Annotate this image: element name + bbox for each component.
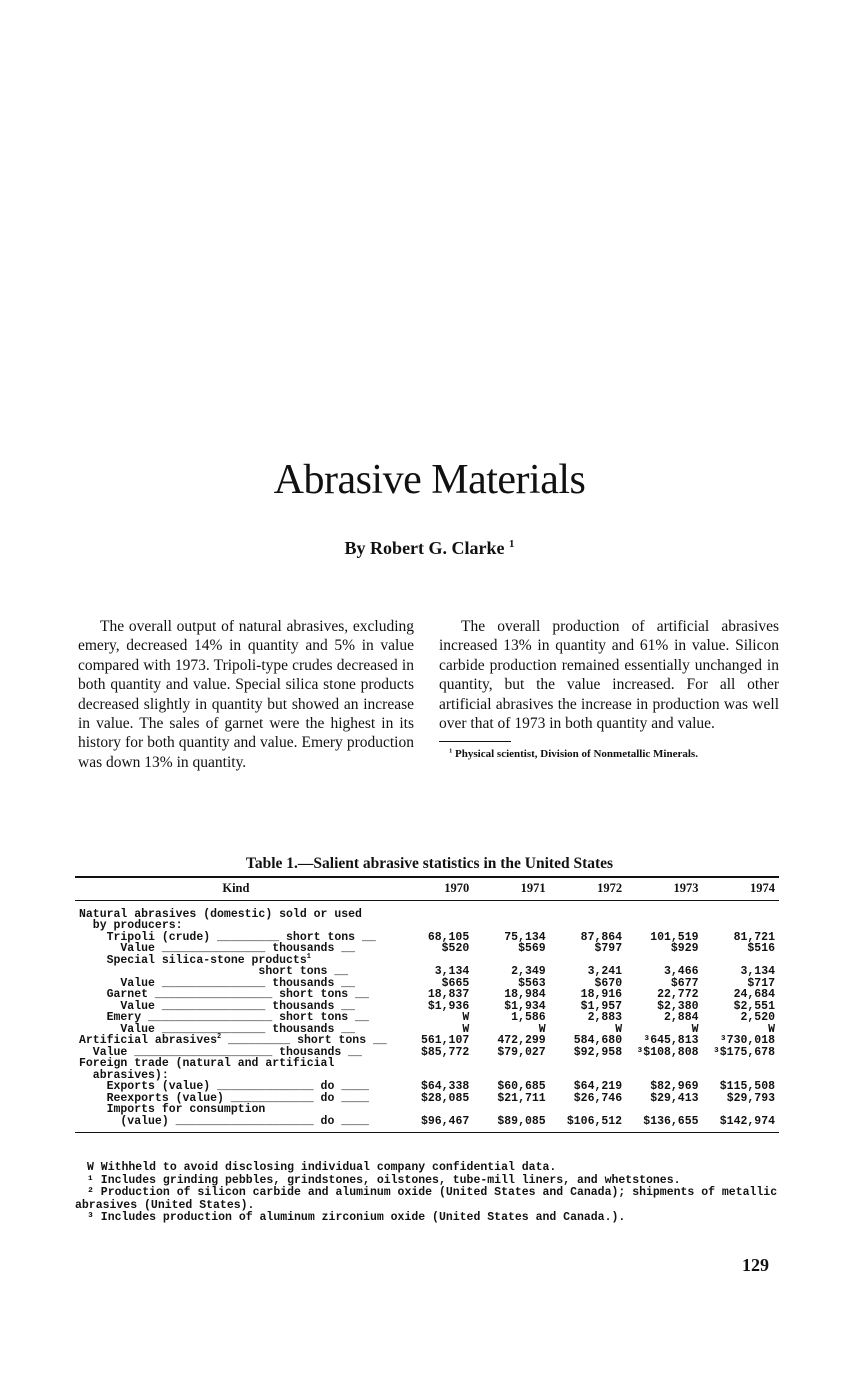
header-1971: 1971 [520,881,546,895]
table-cell: 68,105 [427,930,470,944]
table-cell: W [615,1022,623,1036]
table-cell: $677 [670,976,699,990]
row-label [75,900,397,920]
table-cell: ³645,813 [643,1034,699,1047]
table-cell: $26,746 [573,1091,623,1105]
table-cell: 561,107 [420,1034,470,1047]
table-cell: $1,957 [580,999,623,1013]
table-cell: 2,520 [740,1011,775,1024]
table-cell [703,900,779,920]
right-column [439,617,779,760]
table-cell: 1,586 [511,1011,546,1024]
table-cell [703,1058,779,1070]
row-label-text: Tripoli (crude) _________ short tons __ [79,930,376,944]
table-cell [473,1104,549,1116]
row-label-text: Special silica-stone products [79,953,307,967]
table-cell: $64,338 [420,1080,470,1093]
table-container [75,876,779,1133]
table-cell: W [462,1011,470,1024]
left-column [78,617,414,772]
table-cell: 584,680 [573,1034,623,1047]
table-cell [550,1104,626,1116]
table-cell [473,1058,549,1070]
table-cell [397,920,473,932]
table-cell: W [768,1022,775,1036]
table-cell: $797 [594,942,623,955]
table-cell: 472,299 [497,1034,546,1047]
table-cell: $89,085 [497,1114,546,1128]
table-cell: $929 [670,942,699,955]
table-cell [473,900,549,920]
table-cell: $82,969 [650,1080,699,1093]
table-cell [397,1104,473,1116]
table-cell: 22,772 [657,988,699,1001]
table-cell [626,920,702,932]
row-label-text: Exports (value) ______________ do ____ [79,1080,369,1093]
row-label [75,1116,397,1133]
row-label-text: Garnet _________________ short tons __ [79,988,369,1001]
table-cell: W [691,1022,699,1036]
table-cell [703,1104,779,1116]
table-cell: 3,241 [587,965,623,978]
table-cell: $21,711 [497,1091,546,1105]
table-cell: $64,219 [573,1080,623,1093]
table-cell: 18,984 [504,988,546,1001]
table-notes [75,1162,779,1225]
row-label-text: Natural abrasives (domestic) sold or used [79,907,362,921]
footnote-rule [439,741,511,742]
header-1972: 1972 [597,881,623,895]
table-cell: 3,466 [664,965,699,978]
table-cell: $1,936 [427,999,470,1013]
table-header-row [75,877,779,900]
table-cell [550,1058,626,1070]
table-note: ² Production of silicon carbide and aluminum oxide (United States and Canada); shipments of metallic abrasives (United States). [75,1186,778,1212]
row-label-text: Imports for consumption [79,1103,266,1116]
table-cell: 2,883 [587,1011,623,1024]
table-cell: $569 [518,942,546,955]
row-label-text: Emery __________________ short tons __ [79,1011,369,1024]
table-cell: $115,508 [719,1080,775,1093]
footnote-marker: 1 [509,538,515,550]
row-label-text: Reexports (value) ____________ do ____ [79,1091,369,1105]
table-cell: 87,864 [580,930,623,944]
table-cell: 24,684 [733,988,775,1001]
table-cell: ³730,018 [719,1034,775,1047]
table-cell [397,1058,473,1070]
page-title: Abrasive Materials [273,457,586,504]
table-cell: 75,134 [504,930,546,944]
byline [0,538,859,559]
table-note: ¹ Includes grinding pebbles, grindstones, oilstones, tube-mill liners, and whetstones. [87,1173,681,1187]
row-label-unit: _________ short tons __ [221,1034,387,1047]
table-cell: $106,512 [566,1114,623,1128]
table-cell: $520 [441,942,470,955]
right-paragraph: The overall production of artificial abrasives increased 13% in quantity and 61% in value. Silicon carbide production remained essentially unchanged in quantity, but the value increased. For all other artificial abrasives the increase in production was well over that of 1973 in both quantity and value. [439,618,779,733]
row-label-text: Foreign trade (natural and artificial [79,1057,335,1070]
table-row [75,1116,779,1133]
table-body [75,900,779,1133]
table-cell: $29,413 [650,1091,699,1105]
header-1970: 1970 [444,881,470,895]
table-cell: $563 [518,976,546,990]
table-cell [550,920,626,932]
table-cell: $142,974 [719,1114,775,1128]
row-label-text: by producers: [79,919,183,932]
footnote-marker: 2 [217,1033,222,1042]
table-cell: W [462,1022,470,1036]
table-cell: $136,655 [643,1114,699,1128]
table-cell: $79,027 [497,1045,546,1059]
row-label-text: short tons __ [79,965,349,978]
table-cell: 2,349 [511,965,546,978]
page-number: 129 [742,1255,769,1275]
table-cell: ³$175,678 [712,1045,775,1059]
table-note: ³ Includes production of aluminum zirconium oxide (United States and Canada.). [87,1211,626,1224]
table-cell: W [538,1022,546,1036]
row-label-text: (value) ____________________ do ____ [79,1114,369,1128]
table-cell: 101,519 [650,930,699,944]
footnote-marker: 1 [306,952,311,961]
table-cell [626,1104,702,1116]
table-cell [703,920,779,932]
table-row [75,1058,779,1070]
table-cell: 18,916 [580,988,623,1001]
author-name: By Robert G. Clarke [344,538,505,558]
row-label-text: abrasives): [79,1068,169,1082]
table-cell: 18,837 [427,988,470,1001]
row-label-text: Value _______________ thousands __ [79,976,356,990]
author-footnote [439,748,779,760]
table-cell: $665 [441,976,470,990]
table-cell: $85,772 [420,1045,470,1059]
table-cell: $96,467 [420,1114,470,1128]
table-cell: $2,551 [733,999,775,1013]
row-label-text: Value _______________ thousands __ [79,1022,356,1036]
table-cell [626,900,702,920]
table-cell: $28,085 [420,1091,470,1105]
table-cell: 2,884 [664,1011,699,1024]
table-cell: $717 [747,976,775,990]
table-row [75,900,779,920]
table-cell: $2,380 [657,999,699,1013]
header-1974: 1974 [750,881,775,895]
table-cell [550,900,626,920]
table-note: W Withheld to avoid disclosing individual company confidential data. [87,1161,557,1174]
table-title: Table 1.—Salient abrasive statistics in the United States [245,855,614,872]
table-cell [397,900,473,920]
row-label-text: Value _______________ thousands __ [79,942,356,955]
footnote-marker: 1 [449,747,453,755]
left-paragraph: The overall output of natural abrasives, excluding emery, decreased 14% in quantity and 5% in value compared with 1973. Tripoli-type crudes decreased in both quantity and value. Special silica stone products decreased slightly in quantity but showed an increase in value. The sales of garnet were the highest in its history for both quantity and value. Emery production was down 13% in quantity. [78,618,414,771]
row-label-text: Value ____________________ thousands __ [79,1045,362,1059]
table-cell: $92,958 [573,1045,623,1059]
table-cell: $670 [594,976,623,990]
table-cell: 3,134 [740,965,775,978]
table-cell: ³$108,808 [636,1045,699,1059]
row-label-text: Value _______________ thousands __ [79,999,356,1013]
header-1973: 1973 [673,881,699,895]
table-cell: 3,134 [434,965,470,978]
salient-statistics-table [75,876,779,1133]
table-cell: $1,934 [504,999,546,1013]
table-cell: $29,793 [726,1091,775,1105]
header-kind: Kind [222,881,250,895]
table-cell: 81,721 [733,930,775,944]
row-label-text: Artificial abrasives [79,1034,218,1047]
footnote-text: Physical scientist, Division of Nonmetallic Minerals. [455,748,698,761]
table-cell: $60,685 [497,1080,546,1093]
table-cell [626,1058,702,1070]
table-cell: $516 [747,942,775,955]
table-cell [473,920,549,932]
